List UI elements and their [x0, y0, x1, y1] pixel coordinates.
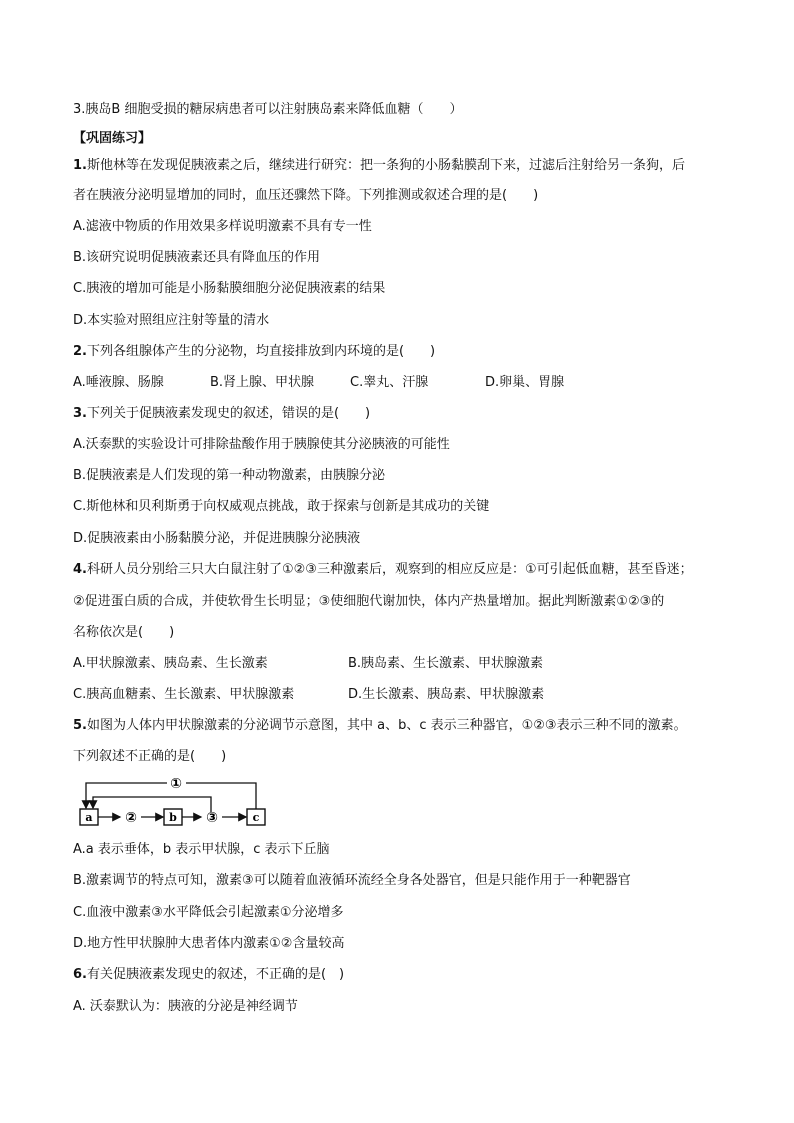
q2-option-d: D.卵巢、胃腺 — [485, 375, 565, 390]
q2-option-a: A.唾液腺、肠腺 — [73, 375, 164, 390]
q5-stem-line2: 下列叙述不正确的是( ) — [73, 749, 227, 764]
hormone-3-label: ③ — [206, 810, 218, 826]
q4-option-d: D.生长激素、胰岛素、甲状腺激素 — [348, 687, 545, 702]
q4-options-row2 — [73, 686, 723, 704]
q4-option-a: A.甲状腺激素、胰岛素、生长激素 — [73, 656, 268, 671]
hormone-1-label: ① — [170, 776, 182, 792]
q6-number: 6. — [73, 967, 87, 982]
q5-option-b: B.激素调节的特点可知，激素③可以随着血液循环流经全身各处器官，但是只能作用于一种靶器官 — [73, 873, 631, 888]
q3-option-c: C.斯他林和贝利斯勇于向权威观点挑战，敢于探索与创新是其成功的关键 — [73, 499, 490, 514]
organ-label-b: b — [169, 811, 177, 824]
q6-stem: 6.有关促胰液素发现史的叙述，不正确的是( ) — [73, 967, 345, 982]
q3-stem: 3.下列关于促胰液素发现史的叙述，错误的是( ) — [73, 406, 371, 421]
organ-label-c: c — [252, 811, 260, 824]
section-title: 【巩固练习】 — [73, 131, 152, 146]
q2-option-c: C.睾丸、汗腺 — [350, 375, 429, 390]
q4-option-b: B.胰岛素、生长激素、甲状腺激素 — [348, 656, 544, 671]
q2-option-b: B.肾上腺、甲状腺 — [210, 375, 315, 390]
q1-stem-line1: 1.斯他林等在发现促胰液素之后，继续进行研究：把一条狗的小肠黏膜刮下来，过滤后注射给另一条狗，后 — [73, 158, 685, 173]
q4-stem-line1: 4.科研人员分别给三只大白鼠注射了①②③三种激素后，观察到的相应反应是：①可引起低血糖，甚至昏迷； — [73, 562, 693, 577]
q3-option-d: D.促胰液素由小肠黏膜分泌，并促进胰腺分泌胰液 — [73, 531, 361, 546]
q2-options — [73, 374, 723, 392]
organ-label-a: a — [85, 811, 93, 824]
q1-option-c: C.胰液的增加可能是小肠黏膜细胞分泌促胰液素的结果 — [73, 281, 386, 296]
q5-number: 5. — [73, 718, 87, 733]
q3-option-b: B.促胰液素是人们发现的第一种动物激素，由胰腺分泌 — [73, 468, 386, 483]
q1-number: 1. — [73, 158, 87, 173]
arrow-hormone-1-to-a — [86, 783, 167, 808]
q5-option-a: A.a 表示垂体，b 表示甲状腺，c 表示下丘脑 — [73, 842, 330, 857]
q4-options-row1 — [73, 655, 723, 673]
q1-option-b: B.该研究说明促胰液素还具有降血压的作用 — [73, 250, 321, 265]
q5-option-c: C.血液中激素③水平降低会引起激素①分泌增多 — [73, 905, 344, 920]
q1-stem-line2: 者在胰液分泌明显增加的同时，血压还骤然下降。下列推测或叙述合理的是( ) — [73, 188, 539, 203]
q4-stem-line2: ②促进蛋白质的合成，并使软骨生长明显；③使细胞代谢加快，体内产热量增加。据此判断激素①②③的 — [73, 594, 665, 609]
arrow-hormone-3-to-a — [93, 797, 211, 812]
q6-option-a: A. 沃泰默认为：胰液的分泌是神经调节 — [73, 999, 298, 1014]
q2-stem: 2.下列各组腺体产生的分泌物，均直接排放到内环境的是( ) — [73, 344, 436, 359]
q4-stem-line3: 名称依次是( ) — [73, 625, 175, 640]
q5-stem-line1: 5.如图为人体内甲状腺激素的分泌调节示意图，其中 a、b、c 表示三种器官，①②③表示三种不同的激素。 — [73, 718, 687, 733]
arrow-c-to-label-1 — [186, 783, 256, 809]
previous-item-3: 3.胰岛B 细胞受损的糖尿病患者可以注射胰岛素来降低血糖（ ） — [73, 102, 463, 117]
q3-option-a: A.沃泰默的实验设计可排除盐酸作用于胰腺使其分泌胰液的可能性 — [73, 437, 450, 452]
q5-option-d: D.地方性甲状腺肿大患者体内激素①②含量较高 — [73, 936, 345, 951]
hormone-2-label: ② — [125, 810, 137, 826]
q2-number: 2. — [73, 344, 87, 359]
q4-number: 4. — [73, 562, 87, 577]
thyroid-regulation-diagram — [73, 773, 273, 833]
q1-option-a: A.滤液中物质的作用效果多样说明激素不具有专一性 — [73, 219, 372, 234]
q1-option-d: D.本实验对照组应注射等量的清水 — [73, 313, 270, 328]
q3-number: 3. — [73, 406, 87, 421]
q4-option-c: C.胰高血糖素、生长激素、甲状腺激素 — [73, 687, 295, 702]
